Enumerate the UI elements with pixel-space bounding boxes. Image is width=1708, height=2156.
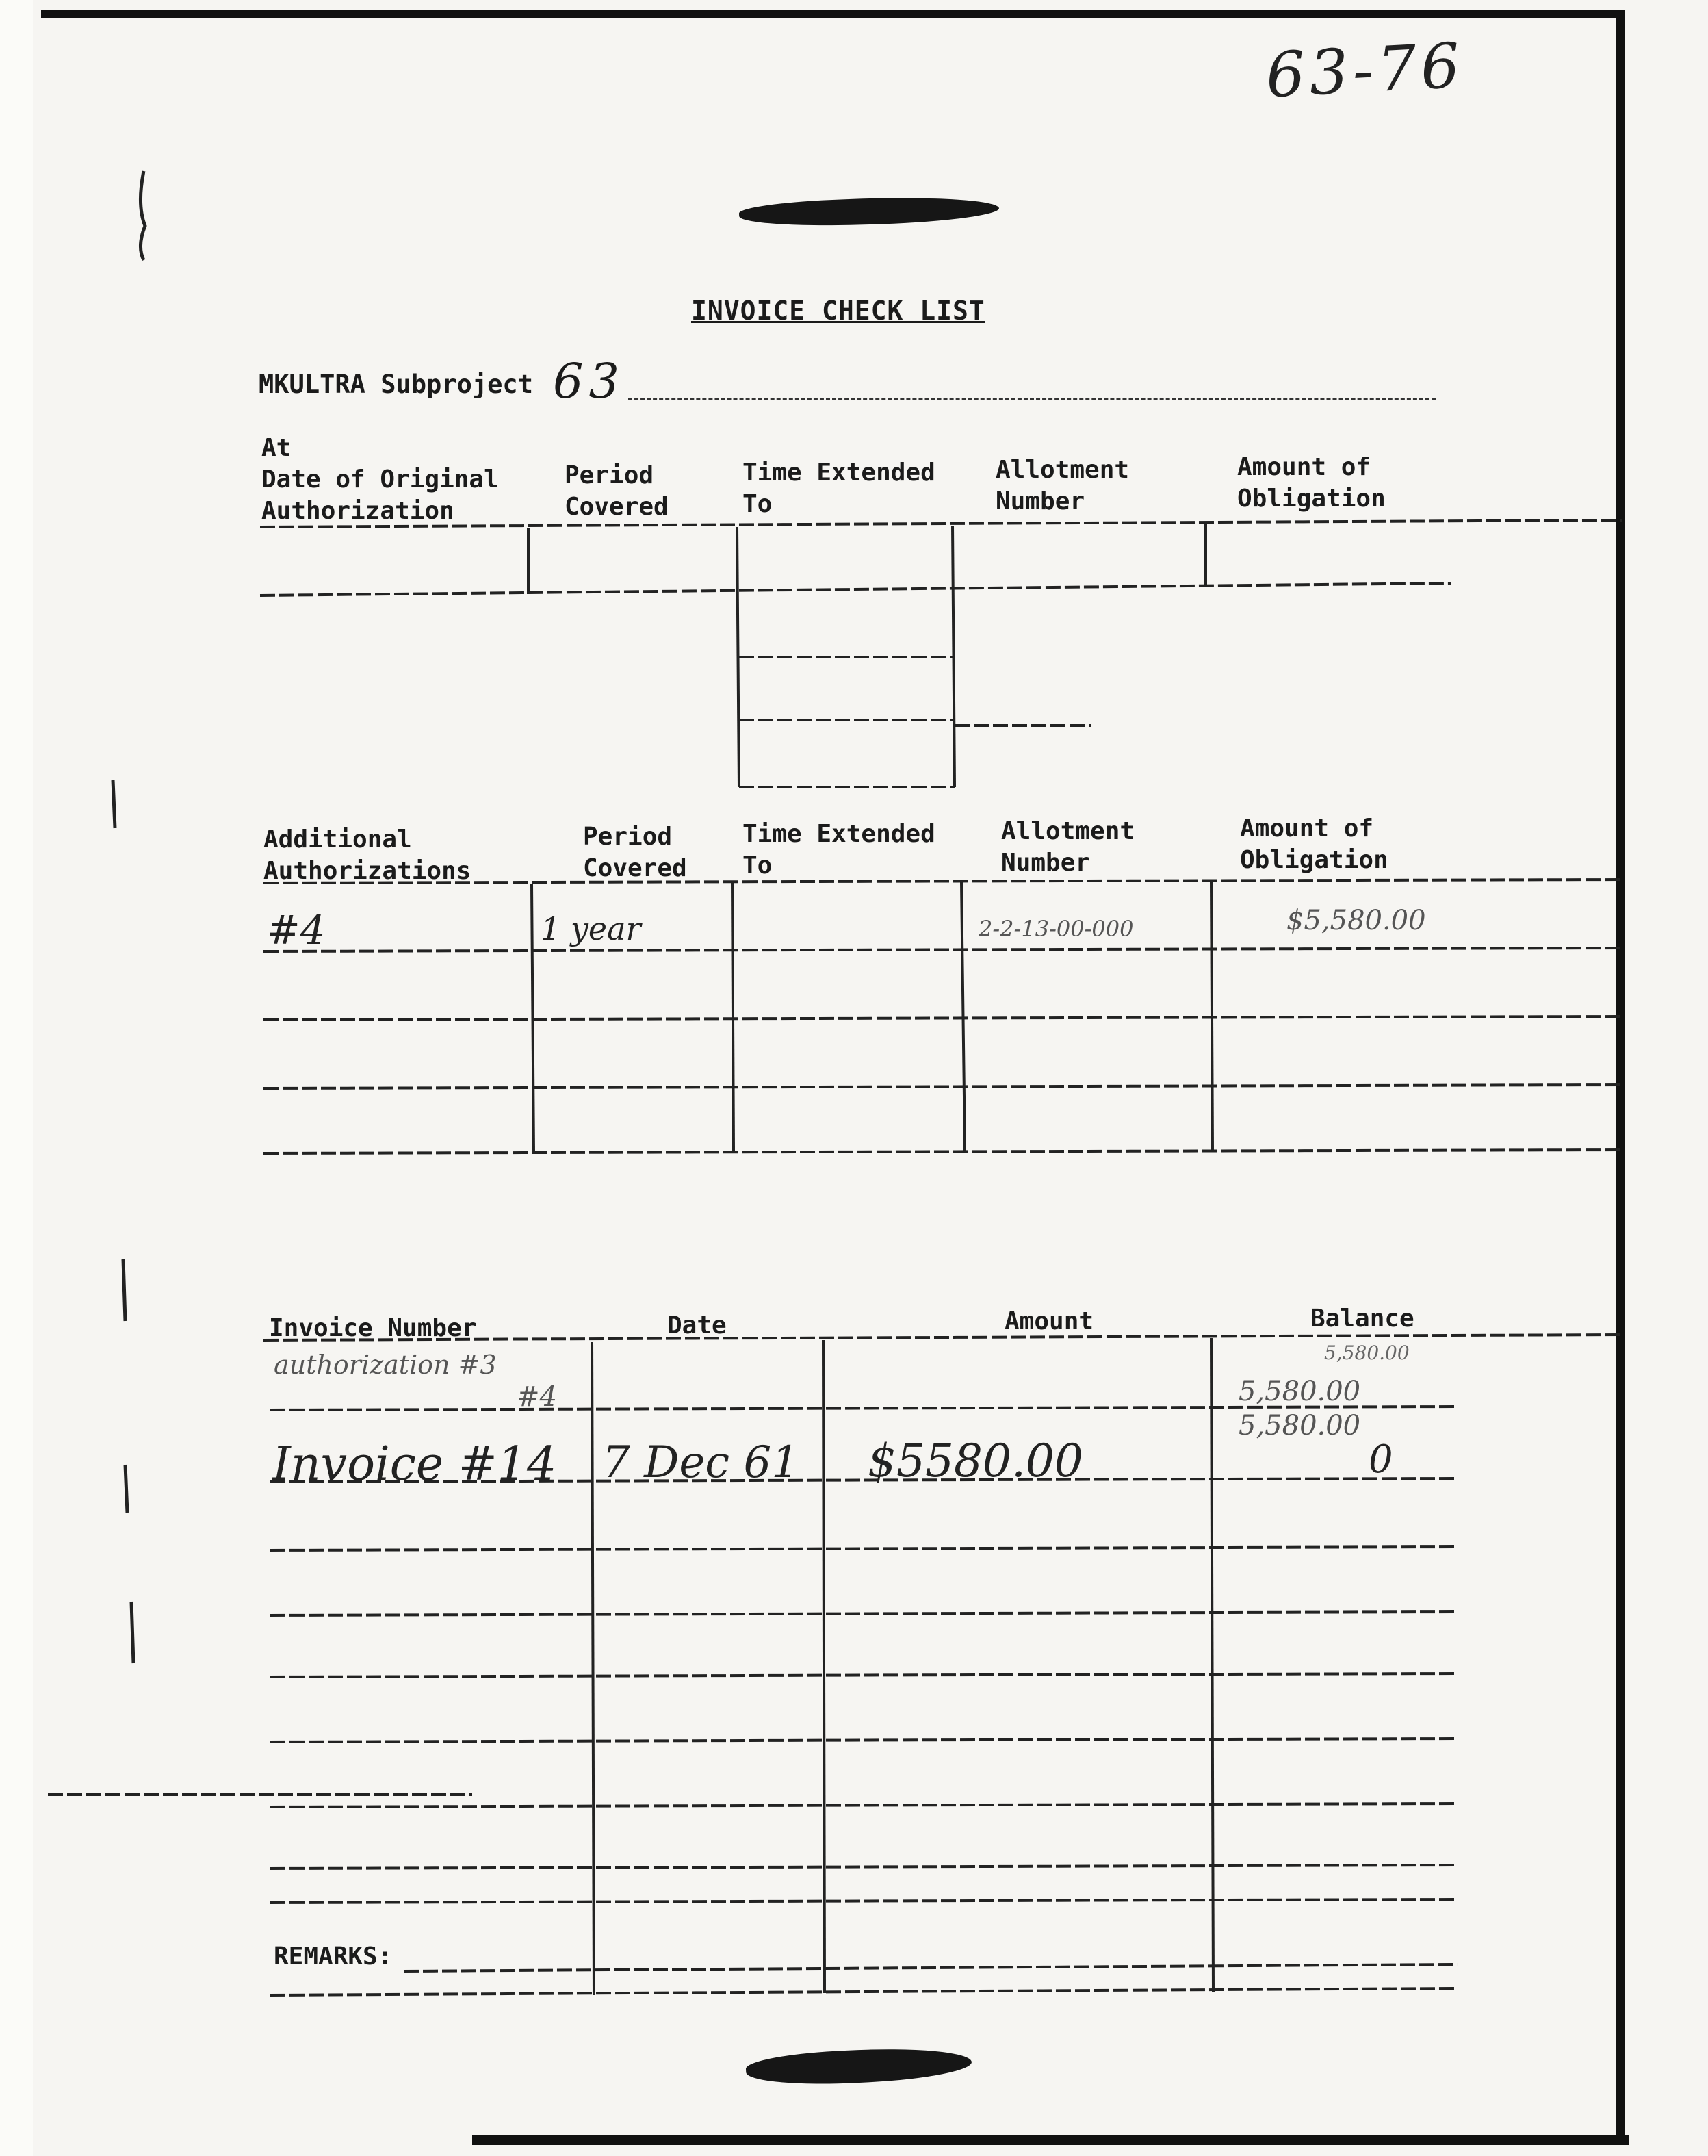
subproject-value: 63 [553, 353, 625, 409]
balance-note-3: 5,580.00 [1239, 1410, 1361, 1441]
orig-row-rule [260, 583, 1451, 595]
page-number: 63-76 [1264, 29, 1466, 112]
header-orig-period-covered: Period Covered [565, 461, 669, 521]
add-row-rule-3 [263, 1085, 1622, 1088]
add-row1-amount: $5,580.00 [1286, 905, 1426, 936]
remarks-label: REMARKS: [274, 1942, 393, 1971]
header-add-time-extended: Time Extended To [742, 820, 935, 880]
header-date-of-original-authorization: At Date of Original Authorization [261, 434, 499, 525]
header-add-period-covered: Period Covered [583, 823, 687, 882]
inv-row-rule-4 [270, 1612, 1458, 1615]
page-title: INVOICE CHECK LIST [691, 296, 985, 326]
add-row-rule-1 [263, 948, 1622, 951]
invoice-note-line1: authorization #3 [274, 1350, 497, 1380]
header-add-amount-of-obligation: Amount of Obligation [1240, 814, 1388, 874]
balance-note-1: 5,580.00 [1324, 1342, 1410, 1364]
invoice-row1-balance: 0 [1369, 1437, 1393, 1482]
header-invoice-date: Date [667, 1311, 727, 1339]
balance-note-2: 5,580.00 [1239, 1376, 1361, 1407]
header-orig-allotment-number: Allotment Number [996, 456, 1130, 515]
add-row1-authorization: #4 [267, 907, 326, 953]
inv-row-rule-5 [270, 1673, 1458, 1677]
remarks-rule-2 [270, 1988, 1458, 1995]
header-invoice-number: Invoice Number [269, 1314, 477, 1342]
invoice-row1-number: Invoice #14 [272, 1437, 557, 1491]
header-additional-authorizations: Additional Authorizations [263, 825, 471, 885]
add-row1-period: 1 year [541, 910, 641, 947]
invoice-note-line2: #4 [517, 1381, 557, 1413]
invoice-row1-date: 7 Dec 61 [602, 1437, 799, 1488]
remarks-rule-1 [404, 1964, 1458, 1971]
add-row1-allotment: 2-2-13-00-000 [979, 916, 1134, 942]
inv-row-rule-3 [270, 1547, 1458, 1550]
header-orig-amount-of-obligation: Amount of Obligation [1237, 453, 1386, 513]
inv-row-rule-8 [270, 1865, 1458, 1869]
add-row-rule-2 [263, 1016, 1622, 1020]
inv-row-rule-9 [270, 1899, 1458, 1903]
header-invoice-amount: Amount [1005, 1307, 1094, 1335]
inv-row-rule-7 [270, 1804, 1458, 1807]
header-orig-time-extended: Time Extended To [742, 459, 935, 518]
subproject-label: MKULTRA Subproject [259, 370, 533, 399]
add-row-rule-4 [263, 1150, 1622, 1153]
header-invoice-balance: Balance [1310, 1305, 1414, 1333]
inv-row-rule-6 [270, 1738, 1458, 1742]
invoice-row1-amount: $5580.00 [868, 1435, 1083, 1487]
header-add-allotment-number: Allotment Number [1001, 817, 1135, 877]
